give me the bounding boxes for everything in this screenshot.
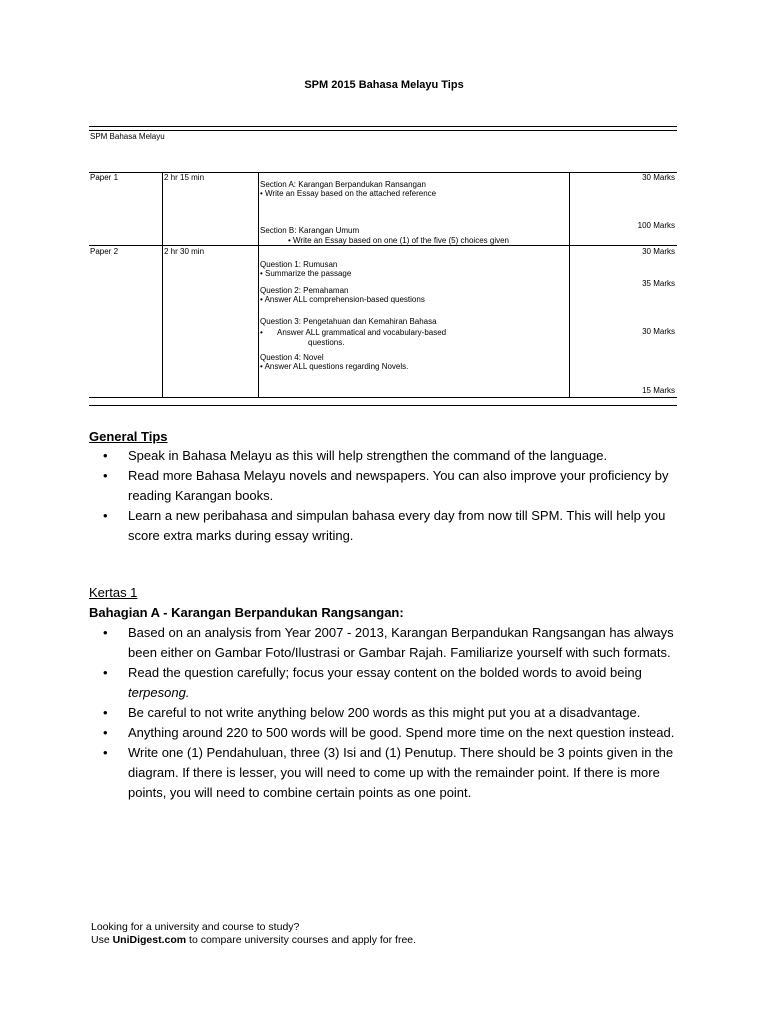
list-item-text: Speak in Bahasa Melayu as this will help strengthen the command of the language. <box>128 448 608 463</box>
table-header: SPM Bahasa Melayu <box>90 132 165 141</box>
paper2-marks-3: 30 Marks <box>642 327 675 336</box>
table-col-divider-1 <box>162 172 163 397</box>
bullet-glyph: • <box>103 745 108 760</box>
list-item-text: Anything around 220 to 500 words will be good. Spend more time on the next question instead. <box>128 725 675 740</box>
paper2-marks-4: 15 Marks <box>642 386 675 395</box>
list-item <box>89 446 689 466</box>
kertas1-subheading: Bahagian A - Karangan Berpandukan Rangsangan: <box>89 605 404 620</box>
kertas1-tips-list <box>89 623 689 803</box>
general-tips-list <box>89 446 689 546</box>
paper2-q3-desc-line2: questions. <box>308 338 345 347</box>
paper2-q3-desc-line1: Answer ALL grammatical and vocabulary-based <box>277 328 447 337</box>
footer-prefix: Use <box>91 934 113 946</box>
bullet-glyph: • <box>103 448 108 463</box>
bullet-glyph: • <box>103 508 108 523</box>
list-item-text: Be careful to not write anything below 200 words as this might put you at a disadvantage. <box>128 705 641 720</box>
paper2-q2-title: Question 2: Pemahaman <box>260 286 349 295</box>
italic-word: terpesong. <box>128 685 190 700</box>
list-item-text: Write one (1) Pendahuluan, three (3) Isi and (1) Penutup. There should be 3 points given in the diagram. If there is lesser, you will need to come up with the remainder point. If there is more points, you will need to combine certain points as one point. <box>128 745 674 800</box>
footer-line1: Looking for a university and course to study? <box>91 921 300 933</box>
footer-line2 <box>91 934 416 947</box>
unidigest-link[interactable]: UniDigest.com <box>112 934 187 946</box>
paper1-duration: 2 hr 15 min <box>164 173 205 182</box>
paper2-q1-desc: • Summarize the passage <box>260 269 352 278</box>
list-item-text: Based on an analysis from Year 2007 - 2013, Karangan Berpandukan Rangsangan has always been either on Gambar Foto/Ilustrasi or Gambar Rajah. Familiarize yourself with such formats. <box>128 625 674 660</box>
list-item <box>89 506 689 546</box>
paper2-q3-desc <box>260 328 446 337</box>
paper2-name: Paper 2 <box>90 247 119 256</box>
list-item <box>89 466 689 506</box>
table-top-inner-border <box>89 130 677 131</box>
table-bottom-inner-border <box>89 397 677 398</box>
table-col-divider-2 <box>258 172 259 397</box>
bullet-glyph: • <box>103 665 108 680</box>
exam-structure-table <box>89 126 677 406</box>
paper1-marks-a: 30 Marks <box>642 173 675 182</box>
bullet-glyph: • <box>103 705 108 720</box>
bullet-glyph: • <box>103 625 108 640</box>
list-item-text: Read the question carefully; focus your essay content on the bolded words to avoid being <box>128 665 642 680</box>
footer-suffix: to compare university courses and apply for free. <box>186 934 417 946</box>
paper1-section-a-desc: • Write an Essay based on the attached reference <box>260 189 437 198</box>
document-title: SPM 2015 Bahasa Melayu Tips <box>304 79 464 91</box>
paper2-marks-1: 30 Marks <box>642 247 675 256</box>
bullet-glyph: • <box>103 468 108 483</box>
list-item-text: Read more Bahasa Melayu novels and newspapers. You can also improve your proficiency by reading Karangan books. <box>128 468 669 503</box>
list-item <box>89 623 689 663</box>
list-item <box>89 703 689 723</box>
list-item <box>89 663 689 703</box>
paper1-section-b-desc: • Write an Essay based on one (1) of the five (5) choices given <box>288 236 509 245</box>
table-row-divider <box>89 245 677 246</box>
list-item-text: Learn a new peribahasa and simpulan bahasa every day from now till SPM. This will help you score extra marks during essay writing. <box>128 508 666 543</box>
paper2-q4-title: Question 4: Novel <box>260 353 324 362</box>
paper2-q4-desc: • Answer ALL questions regarding Novels. <box>260 362 409 371</box>
paper2-q1-title: Question 1: Rumusan <box>260 260 338 269</box>
table-col-divider-3 <box>569 172 570 397</box>
paper2-q2-desc: • Answer ALL comprehension-based questions <box>260 295 425 304</box>
bullet-glyph: • <box>260 328 263 337</box>
paper2-q3-title: Question 3: Pengetahuan dan Kemahiran Bahasa <box>260 317 437 326</box>
paper2-duration: 2 hr 30 min <box>164 247 205 256</box>
paper1-name: Paper 1 <box>90 173 119 182</box>
paper1-marks-b: 100 Marks <box>637 221 675 230</box>
footer-promo <box>91 921 416 947</box>
bullet-glyph: • <box>103 725 108 740</box>
general-tips-heading: General Tips <box>89 429 168 444</box>
list-item <box>89 723 689 743</box>
paper1-section-a-title: Section A: Karangan Berpandukan Ransangan <box>260 180 426 189</box>
paper2-marks-2: 35 Marks <box>642 279 675 288</box>
paper1-section-b-title: Section B: Karangan Umum <box>260 226 360 235</box>
list-item <box>89 743 689 803</box>
kertas1-heading: Kertas 1 <box>89 585 138 600</box>
